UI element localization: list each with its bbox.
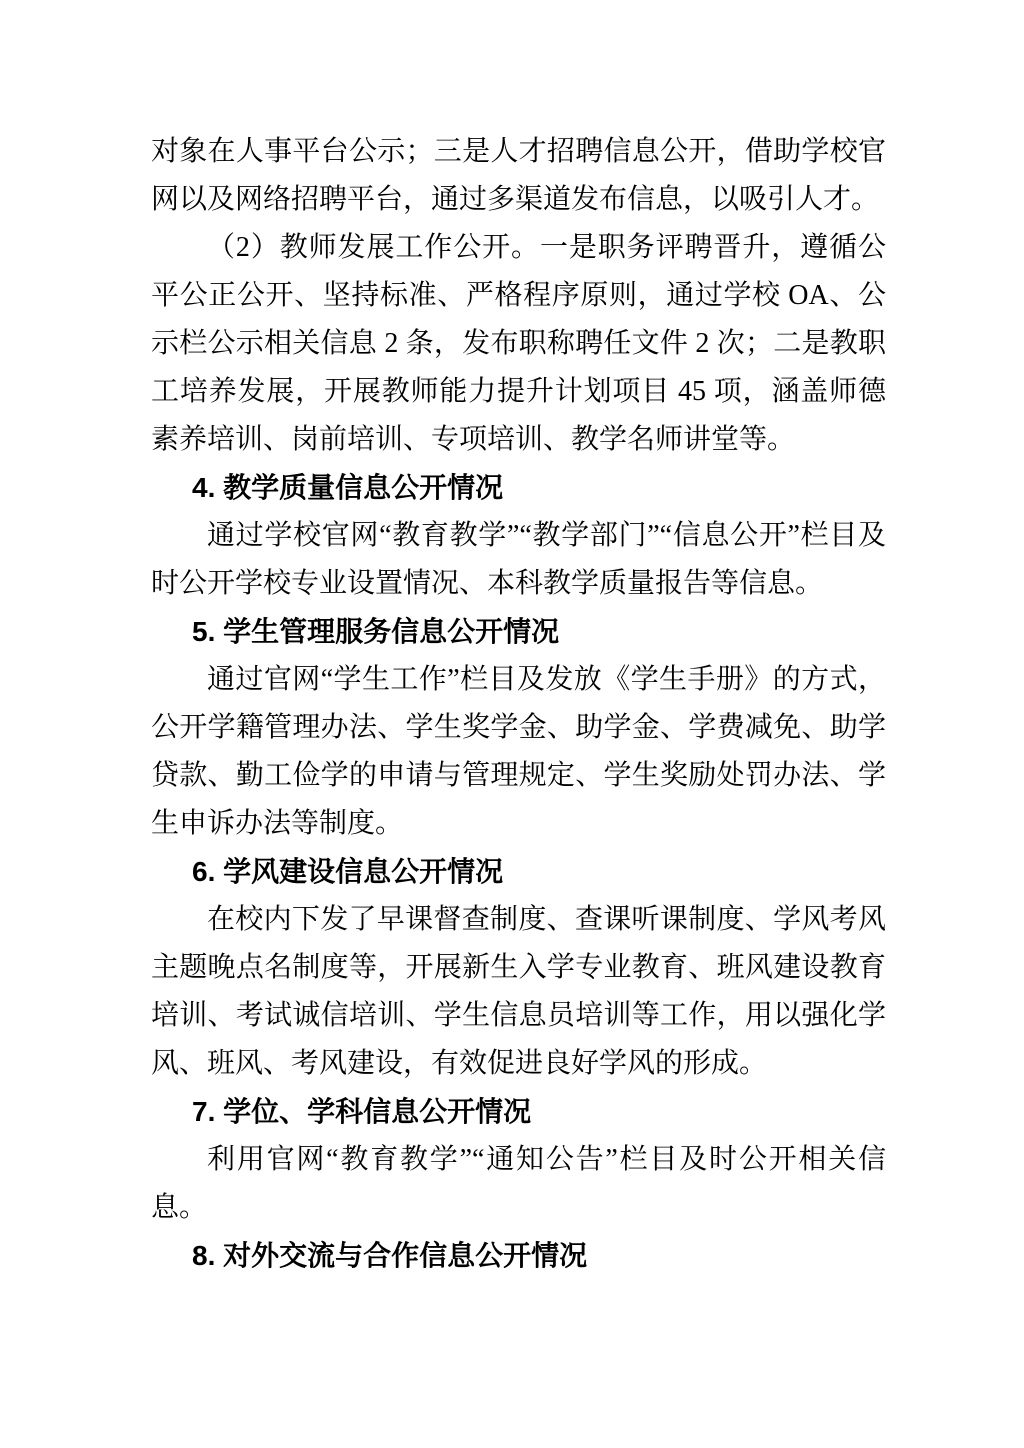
paragraph-section-5-student-management: 通过官网“学生工作”栏目及发放《学生手册》的方式，公开学籍管理办法、学生奖学金、助学金、学费减免、助学贷款、勤工俭学的申请与管理规定、学生奖励处罚办法、学生申诉办法等制度。 (151, 664, 886, 839)
paragraph-teacher-development: （2）教师发展工作公开。一是职务评聘晋升，遵循公平公正公开、坚持标准、严格程序原则，通过学校 OA、公示栏公示相关信息 2 条，发布职称聘任文件 2 次；二是教职工培养发展，开展教师能力提升计划项目 45 项，涵盖师德素养培训、岗前培训、专项培训、教学名师讲堂等。 (151, 232, 886, 455)
heading-section-4-teaching-quality: 4. 教学质量信息公开情况 (192, 472, 504, 503)
document-content (151, 128, 886, 1280)
paragraph-section-4-teaching-quality: 通过学校官网“教育教学”“教学部门”“信息公开”栏目及时公开学校专业设置情况、本科教学质量报告等信息。 (151, 520, 886, 599)
heading-section-5-student-management: 5. 学生管理服务信息公开情况 (192, 616, 560, 647)
paragraph-section-7-degree-discipline: 利用官网“教育教学”“通知公告”栏目及时公开相关信息。 (151, 1144, 886, 1223)
paragraph-hr-recruitment-continuation: 对象在人事平台公示；三是人才招聘信息公开，借助学校官网以及网络招聘平台，通过多渠道发布信息，以吸引人才。 (151, 136, 886, 215)
heading-section-8-external-exchange: 8. 对外交流与合作信息公开情况 (192, 1240, 588, 1271)
heading-section-7-degree-discipline: 7. 学位、学科信息公开情况 (192, 1096, 532, 1127)
paragraph-section-6-study-style: 在校内下发了早课督查制度、查课听课制度、学风考风主题晚点名制度等，开展新生入学专业教育、班风建设教育培训、考试诚信培训、学生信息员培训等工作，用以强化学风、班风、考风建设，有效促进良好学风的形成。 (151, 904, 886, 1079)
heading-section-6-study-style: 6. 学风建设信息公开情况 (192, 856, 504, 887)
